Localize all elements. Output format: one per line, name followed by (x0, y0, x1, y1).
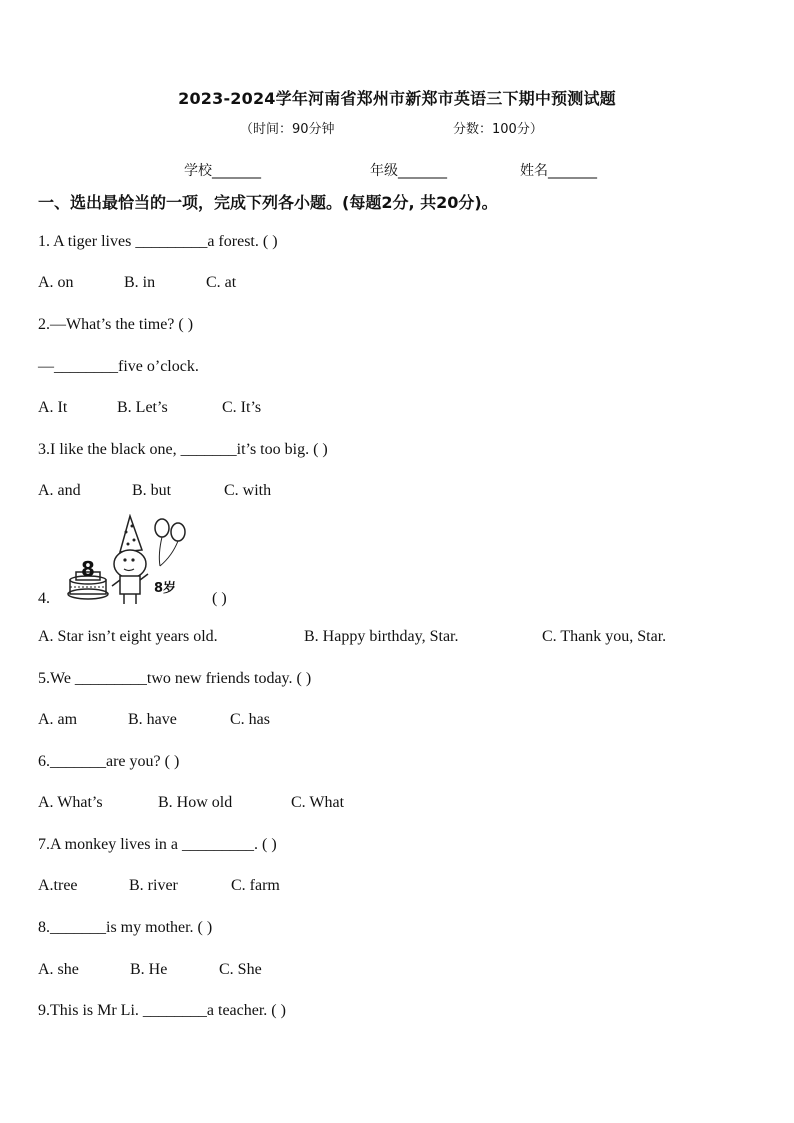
question-4-paren: ( ) (212, 590, 227, 607)
question-6-stem: 6._______are you? ( ) (38, 753, 180, 770)
section-title: 一、选出最恰当的一项，完成下列各小题。(每题2分, 共20分)。 (38, 193, 498, 212)
score-label: 分数：100分） (453, 122, 543, 137)
question-2-stem: 2.—What’s the time? ( ) (38, 316, 194, 333)
page-title: 2023-2024学年河南省郑州市新郑市英语三下期中预测试题 (178, 89, 616, 108)
question-4-stem: 4. (38, 590, 50, 607)
name-field: 姓名_______ (520, 163, 597, 179)
q2-option-a: A. It (38, 399, 68, 416)
question-1-stem: 1. A tiger lives _________a forest. ( ) (38, 233, 278, 250)
question-2-answer-line: —________five o’clock. (38, 358, 199, 375)
q3-option-c: C. with (224, 482, 272, 499)
school-field: 学校_______ (184, 163, 261, 179)
time-label: （时间：90分钟 (240, 122, 335, 137)
q3-option-a: A. and (38, 482, 81, 499)
q7-option-a: A.tree (38, 877, 78, 894)
q4-option-a: A. Star isn’t eight years old. (38, 628, 218, 645)
q1-option-c: C. at (206, 274, 237, 291)
q5-option-a: A. am (38, 711, 78, 728)
q1-option-a: A. on (38, 274, 74, 291)
question-7-stem: 7.A monkey lives in a _________. ( ) (38, 836, 277, 853)
q7-option-c: C. farm (231, 877, 280, 894)
question-9-stem: 9.This is Mr Li. ________a teacher. ( ) (38, 1002, 286, 1019)
q6-option-b: B. How old (158, 794, 233, 811)
q8-option-b: B. He (130, 961, 168, 978)
q3-option-b: B. but (132, 482, 172, 499)
cake-number: 8 (81, 557, 95, 581)
q5-option-b: B. have (128, 711, 177, 728)
question-5-stem: 5.We _________two new friends today. ( ) (38, 670, 312, 687)
q4-option-c: C. Thank you, Star. (542, 628, 667, 645)
q5-option-c: C. has (230, 711, 270, 728)
q8-option-a: A. she (38, 961, 79, 978)
q4-option-b: B. Happy birthday, Star. (304, 628, 459, 645)
grade-field: 年级_______ (370, 163, 447, 179)
q7-option-b: B. river (129, 877, 178, 894)
birthday-illustration (62, 514, 192, 608)
birthday-cake-image (62, 514, 192, 608)
question-3-stem: 3.I like the black one, _______it’s too big. ( ) (38, 441, 328, 458)
q6-option-c: C. What (291, 794, 345, 811)
q2-option-c: C. It’s (222, 399, 262, 416)
q1-option-b: B. in (124, 274, 156, 291)
age-label: 8岁 (154, 581, 177, 596)
question-8-stem: 8._______is my mother. ( ) (38, 919, 213, 936)
q6-option-a: A. What’s (38, 794, 103, 811)
q8-option-c: C. She (219, 961, 262, 978)
q2-option-b: B. Let’s (117, 399, 168, 416)
